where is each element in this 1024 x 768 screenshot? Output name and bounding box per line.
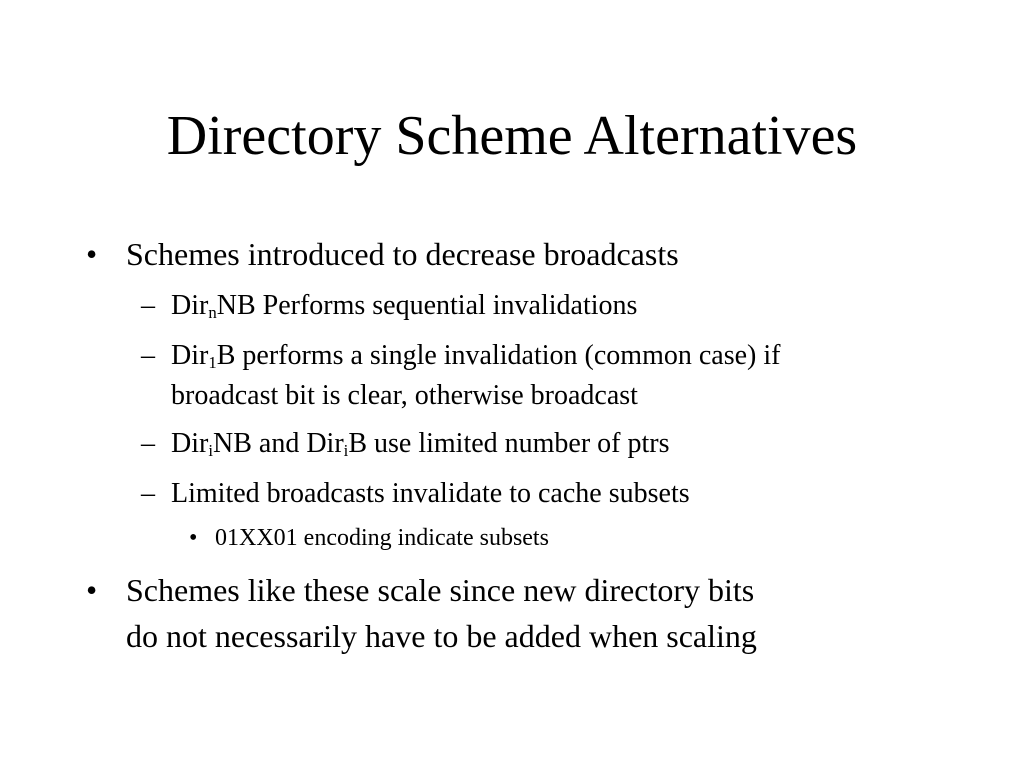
bullet-continuation: [126, 614, 757, 658]
subscript: n: [208, 303, 217, 323]
subscript: i: [208, 441, 213, 461]
sub-bullet-continuation: [171, 376, 638, 416]
bullet-marker: •: [86, 236, 98, 272]
sub-sub-bullet-text: 01XX01 encoding indicate subsets: [215, 525, 549, 551]
bullet-item: [86, 568, 755, 612]
text-part: Dir: [171, 428, 209, 459]
sub-bullet-item: [141, 474, 690, 514]
dash-marker: –: [141, 428, 155, 459]
bullet-marker: •: [189, 525, 198, 551]
sub-sub-bullet-item: [189, 522, 549, 554]
sub-bullet-item: [141, 286, 638, 326]
text-part: NB and Dir: [213, 428, 344, 459]
dash-marker: –: [141, 290, 155, 321]
slide-title: Directory Scheme Alternatives: [166, 105, 858, 167]
continuation-text: do not necessarily have to be added when scaling: [126, 618, 757, 654]
subscript: i: [343, 441, 349, 461]
subscript: 1: [208, 353, 217, 373]
sub-bullet-text: [171, 290, 637, 321]
text-part: B use limited number of ptrs: [348, 428, 670, 459]
sub-bullet-text: [171, 340, 780, 371]
sub-bullet-text: [171, 428, 670, 459]
continuation-text: broadcast bit is clear, otherwise broadcast: [171, 380, 638, 411]
dash-marker: –: [141, 478, 155, 509]
sub-bullet-item: [141, 424, 670, 464]
bullet-item: [86, 232, 679, 276]
text-part: B performs a single invalidation (common case) if: [216, 340, 781, 371]
sub-bullet-text: Limited broadcasts invalidate to cache subsets: [171, 478, 690, 509]
bullet-text: Schemes like these scale since new directory bits: [126, 572, 755, 608]
bullet-marker: •: [86, 572, 98, 608]
bullet-text: Schemes introduced to decrease broadcasts: [126, 236, 679, 272]
text-part: Dir: [171, 290, 209, 321]
dash-marker: –: [141, 340, 155, 371]
text-part: NB Performs sequential invalidations: [216, 290, 638, 321]
sub-bullet-item: [141, 336, 781, 376]
text-part: Dir: [171, 340, 209, 371]
